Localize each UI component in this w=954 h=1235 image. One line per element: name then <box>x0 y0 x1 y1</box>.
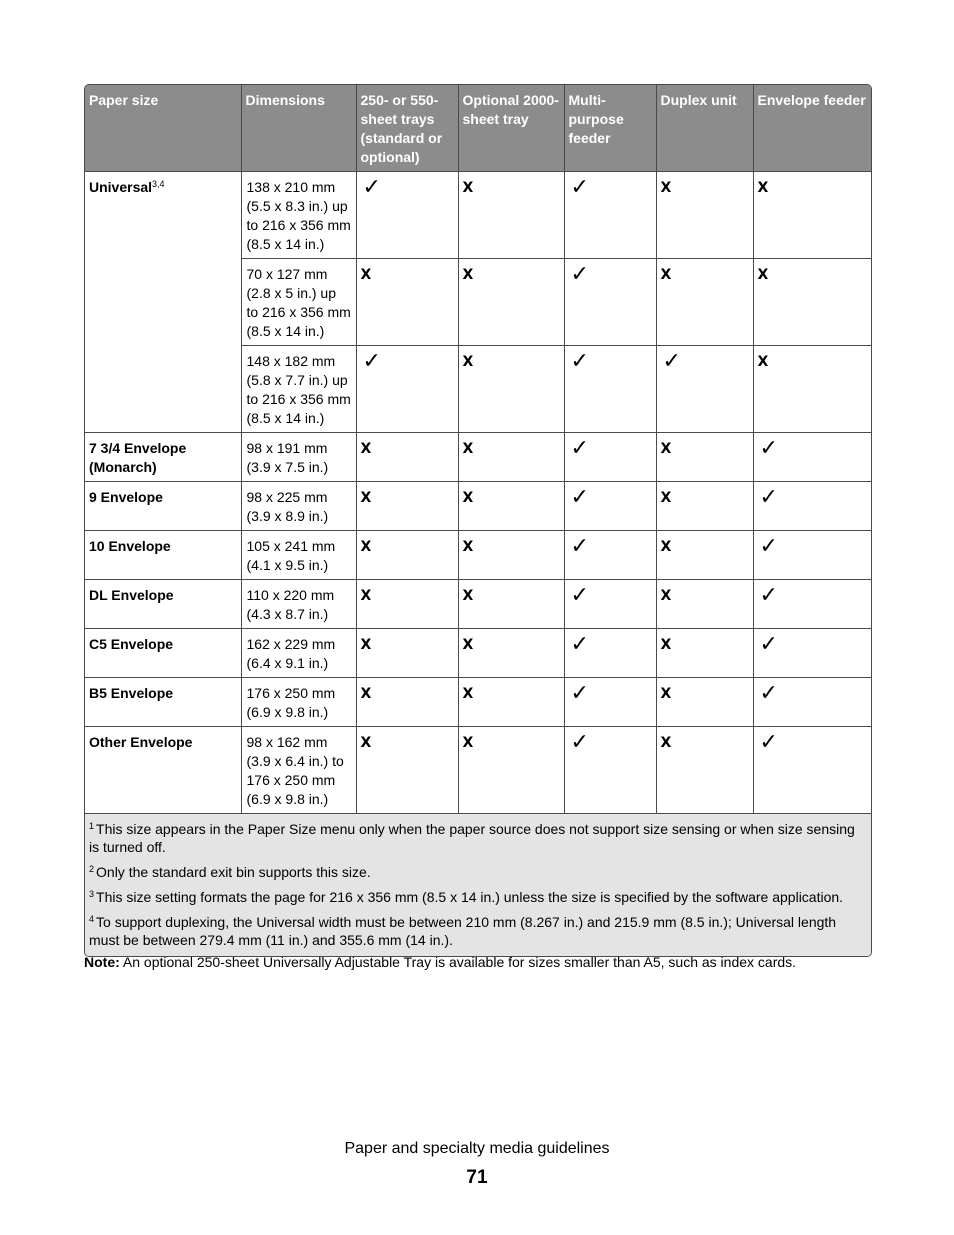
x-icon: X <box>360 588 372 604</box>
check-icon: ✓ <box>759 632 778 657</box>
dimensions-cell: 98 x 162 mm (3.9 x 6.4 in.) to 176 x 250 mm (6.9 x 9.8 in.) <box>241 727 356 814</box>
mark-cell <box>458 482 564 531</box>
paper-size-name: 9 Envelope <box>85 482 241 531</box>
mark-cell <box>458 259 564 346</box>
mark-cell <box>753 531 871 580</box>
x-icon: X <box>462 267 474 283</box>
dimensions-cell: 148 x 182 mm (5.8 x 7.7 in.) up to 216 x 356 mm (8.5 x 14 in.) <box>241 346 356 433</box>
x-icon: X <box>757 180 769 196</box>
check-icon: ✓ <box>759 436 778 461</box>
x-icon: X <box>462 490 474 506</box>
footnotes-cell <box>85 814 871 957</box>
x-icon: X <box>660 180 672 196</box>
dimensions-cell: 70 x 127 mm (2.8 x 5 in.) up to 216 x 356 mm (8.5 x 14 in.) <box>241 259 356 346</box>
table-row <box>85 580 871 629</box>
check-icon: ✓ <box>570 730 589 755</box>
mark-cell <box>356 580 458 629</box>
x-icon: X <box>660 637 672 653</box>
check-icon: ✓ <box>570 349 589 374</box>
mark-cell <box>753 678 871 727</box>
mark-cell <box>656 727 753 814</box>
check-icon: ✓ <box>570 632 589 657</box>
mark-cell <box>458 172 564 259</box>
check-icon: ✓ <box>759 534 778 559</box>
mark-cell <box>656 346 753 433</box>
footnote: $^1$ This size appears in the Paper Size menu only when the paper source does not support size sensing or when size sensing is turned off. <box>89 821 855 855</box>
mark-cell <box>753 629 871 678</box>
header-envelope-feeder: Envelope feeder <box>753 85 871 172</box>
x-icon: X <box>757 354 769 370</box>
paper-size-name: Universal$^{3,4}$ <box>85 172 241 433</box>
table-row <box>85 727 871 814</box>
mark-cell <box>458 629 564 678</box>
footnotes-row <box>85 814 871 957</box>
dimensions-cell: 98 x 191 mm (3.9 x 7.5 in.) <box>241 433 356 482</box>
check-icon: ✓ <box>570 175 589 200</box>
mark-cell <box>753 259 871 346</box>
mark-cell <box>656 531 753 580</box>
mark-cell <box>458 727 564 814</box>
mark-cell <box>753 172 871 259</box>
page-number: 71 <box>466 1167 488 1188</box>
footnote: $^2$ Only the standard exit bin supports this size. <box>89 864 371 880</box>
x-icon: X <box>660 539 672 555</box>
mark-cell <box>656 259 753 346</box>
x-icon: X <box>360 686 372 702</box>
check-icon: ✓ <box>759 485 778 510</box>
paper-size-name: C5 Envelope <box>85 629 241 678</box>
table-row <box>85 678 871 727</box>
x-icon: X <box>462 441 474 457</box>
mark-cell <box>656 433 753 482</box>
mark-cell <box>753 433 871 482</box>
note-text: An optional 250-sheet Universally Adjustable Tray is available for sizes smaller than A5, such as index cards. <box>119 954 797 970</box>
mark-cell <box>458 346 564 433</box>
note-paragraph <box>84 953 796 971</box>
x-icon: X <box>360 735 372 751</box>
paper-size-table-container <box>84 84 872 957</box>
mark-cell <box>564 172 656 259</box>
x-icon: X <box>462 180 474 196</box>
header-paper-size: Paper size <box>85 85 241 172</box>
footnote: $^4$ To support duplexing, the Universal width must be between 210 mm (8.267 in.) and 215.9 mm (8.5 in.); Universal length must be between 279.4 mm (11 in.) and 355.6 mm (14 in.). <box>89 914 837 948</box>
x-icon: X <box>660 588 672 604</box>
mark-cell <box>356 482 458 531</box>
mark-cell <box>656 678 753 727</box>
x-icon: X <box>462 637 474 653</box>
note-label: Note: <box>84 954 120 970</box>
footer-section-title: Paper and specialty media guidelines <box>344 1140 610 1157</box>
dimensions-cell: 110 x 220 mm (4.3 x 8.7 in.) <box>241 580 356 629</box>
mark-cell <box>458 433 564 482</box>
mark-cell <box>356 346 458 433</box>
mark-cell <box>356 433 458 482</box>
x-icon: X <box>462 354 474 370</box>
paper-size-name: DL Envelope <box>85 580 241 629</box>
dimensions-cell: 138 x 210 mm (5.5 x 8.3 in.) up to 216 x 356 mm (8.5 x 14 in.) <box>241 172 356 259</box>
x-icon: X <box>360 539 372 555</box>
x-icon: X <box>360 441 372 457</box>
mark-cell <box>564 259 656 346</box>
header-duplex-unit: Duplex unit <box>656 85 753 172</box>
table-row <box>85 531 871 580</box>
x-icon: X <box>757 267 769 283</box>
header-dimensions: Dimensions <box>241 85 356 172</box>
paper-size-name: 10 Envelope <box>85 531 241 580</box>
mark-cell <box>356 531 458 580</box>
mark-cell <box>564 531 656 580</box>
mark-cell <box>753 580 871 629</box>
x-icon: X <box>462 686 474 702</box>
check-icon: ✓ <box>759 681 778 706</box>
mark-cell <box>656 172 753 259</box>
mark-cell <box>356 259 458 346</box>
check-icon: ✓ <box>570 436 589 461</box>
x-icon: X <box>660 686 672 702</box>
mark-cell <box>753 727 871 814</box>
x-icon: X <box>660 267 672 283</box>
check-icon: ✓ <box>570 681 589 706</box>
x-icon: X <box>360 267 372 283</box>
mark-cell <box>564 727 656 814</box>
mark-cell <box>356 727 458 814</box>
footnote-ref: 3,4 <box>152 179 165 189</box>
mark-cell <box>753 346 871 433</box>
x-icon: X <box>660 441 672 457</box>
table-header-row <box>85 85 871 172</box>
x-icon: X <box>462 735 474 751</box>
check-icon: ✓ <box>570 534 589 559</box>
table-row <box>85 629 871 678</box>
dimensions-cell: 176 x 250 mm (6.9 x 9.8 in.) <box>241 678 356 727</box>
paper-size-name: B5 Envelope <box>85 678 241 727</box>
mark-cell <box>564 629 656 678</box>
check-icon: ✓ <box>362 349 381 374</box>
mark-cell <box>656 482 753 531</box>
mark-cell <box>656 629 753 678</box>
mark-cell <box>753 482 871 531</box>
mark-cell <box>458 580 564 629</box>
mark-cell <box>356 172 458 259</box>
x-icon: X <box>462 588 474 604</box>
x-icon: X <box>360 637 372 653</box>
mark-cell <box>356 629 458 678</box>
footnote: $^3$ This size setting formats the page for 216 x 356 mm (8.5 x 14 in.) unless the size is specified by the software application. <box>89 889 844 905</box>
mark-cell <box>458 531 564 580</box>
mark-cell <box>356 678 458 727</box>
x-icon: X <box>660 490 672 506</box>
check-icon: ✓ <box>662 349 681 374</box>
header-optional-2000-tray: Optional 2000- sheet tray <box>458 85 564 172</box>
paper-size-name: 7 3/4 Envelope (Monarch) <box>85 433 241 482</box>
table-row <box>85 172 871 259</box>
mark-cell <box>564 346 656 433</box>
mark-cell <box>656 580 753 629</box>
check-icon: ✓ <box>759 730 778 755</box>
header-standard-trays: 250- or 550-sheet trays (standard or optional) <box>356 85 458 172</box>
header-multipurpose-feeder: Multi-purpose feeder <box>564 85 656 172</box>
mark-cell <box>564 678 656 727</box>
mark-cell <box>564 580 656 629</box>
check-icon: ✓ <box>362 175 381 200</box>
x-icon: X <box>660 735 672 751</box>
check-icon: ✓ <box>570 262 589 287</box>
check-icon: ✓ <box>570 583 589 608</box>
paper-size-name: Other Envelope <box>85 727 241 814</box>
table-row <box>85 482 871 531</box>
check-icon: ✓ <box>570 485 589 510</box>
mark-cell <box>458 678 564 727</box>
dimensions-cell: 105 x 241 mm (4.1 x 9.5 in.) <box>241 531 356 580</box>
dimensions-cell: 162 x 229 mm (6.4 x 9.1 in.) <box>241 629 356 678</box>
table-row <box>85 433 871 482</box>
mark-cell <box>564 482 656 531</box>
x-icon: X <box>360 490 372 506</box>
mark-cell <box>564 433 656 482</box>
paper-size-table <box>85 85 871 956</box>
dimensions-cell: 98 x 225 mm (3.9 x 8.9 in.) <box>241 482 356 531</box>
check-icon: ✓ <box>759 583 778 608</box>
x-icon: X <box>462 539 474 555</box>
